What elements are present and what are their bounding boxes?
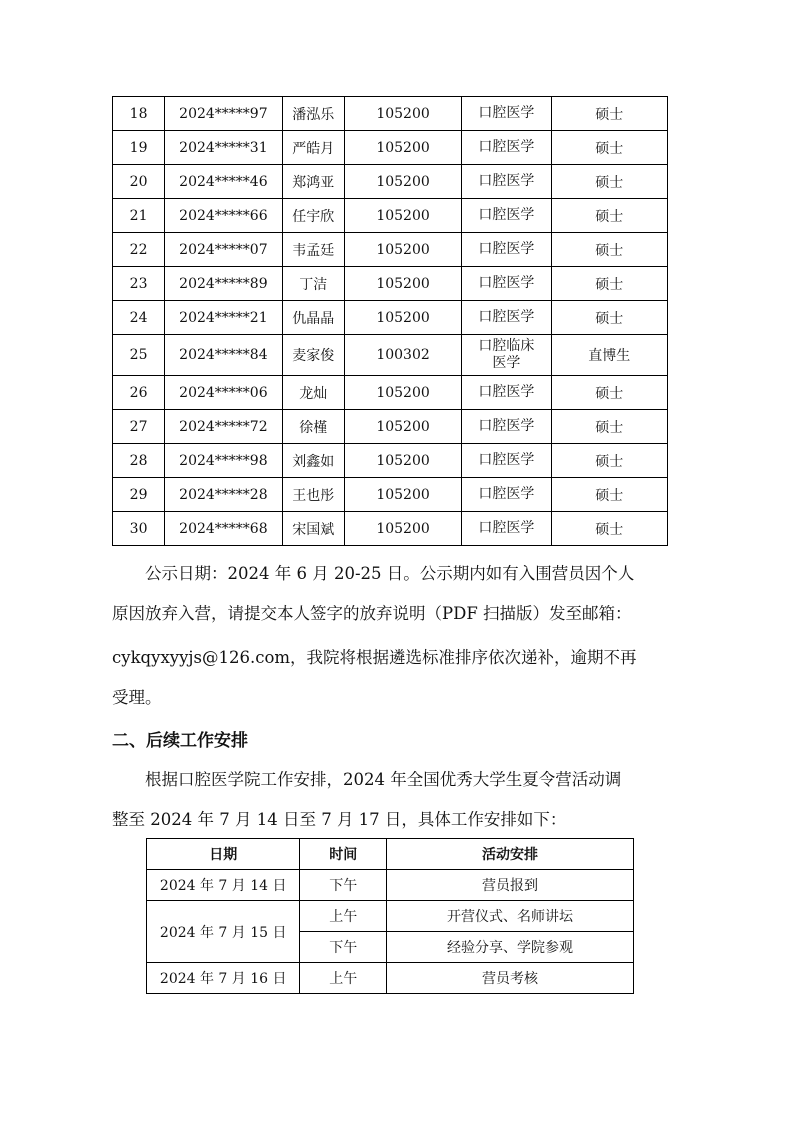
row-number: 22 <box>113 233 165 267</box>
major-code: 105200 <box>344 478 461 512</box>
major-name <box>462 335 551 376</box>
row-number: 23 <box>113 267 165 301</box>
major-code: 100302 <box>344 335 461 376</box>
schedule-date: 2024 年 7 月 15 日 <box>147 901 300 963</box>
notice-line: 原因放弃入营，请提交本人签字的放弃说明（PDF 扫描版）发至邮箱： <box>112 604 632 623</box>
applicant-id: 2024*****28 <box>165 478 282 512</box>
schedule-activity: 经验分享、学院参观 <box>387 932 634 963</box>
applicant-id: 2024*****66 <box>165 199 282 233</box>
degree-type: 硕士 <box>551 478 667 512</box>
schedule-activity: 营员考核 <box>387 963 634 994</box>
major-code: 105200 <box>344 165 461 199</box>
table-row <box>113 376 668 410</box>
row-number: 19 <box>113 131 165 165</box>
major-code: 105200 <box>344 199 461 233</box>
table-row <box>113 444 668 478</box>
row-number: 24 <box>113 301 165 335</box>
degree-type: 硕士 <box>551 376 667 410</box>
table-row <box>147 870 634 901</box>
applicant-name: 任宇欣 <box>282 199 344 233</box>
degree-type: 硕士 <box>551 267 667 301</box>
degree-type: 硕士 <box>551 410 667 444</box>
major-name: 口腔医学 <box>462 97 551 131</box>
applicant-name: 潘泓乐 <box>282 97 344 131</box>
table-row <box>113 131 668 165</box>
degree-type: 硕士 <box>551 131 667 165</box>
paragraph-line: 整至 2024 年 7 月 14 日至 7 月 17 日，具体工作安排如下： <box>112 810 567 829</box>
major-name: 口腔医学 <box>462 410 551 444</box>
major-name: 口腔医学 <box>462 131 551 165</box>
row-number: 25 <box>113 335 165 376</box>
roster-table <box>112 96 668 546</box>
applicant-name: 韦孟廷 <box>282 233 344 267</box>
row-number: 30 <box>113 512 165 546</box>
schedule-activity: 营员报到 <box>387 870 634 901</box>
major-name: 口腔医学 <box>462 444 551 478</box>
column-header-date: 日期 <box>147 839 300 870</box>
applicant-name: 宋国斌 <box>282 512 344 546</box>
table-row <box>113 301 668 335</box>
major-name: 口腔医学 <box>462 267 551 301</box>
major-code: 105200 <box>344 97 461 131</box>
row-number: 18 <box>113 97 165 131</box>
applicant-id: 2024*****46 <box>165 165 282 199</box>
table-row <box>113 97 668 131</box>
major-name: 口腔医学 <box>462 233 551 267</box>
table-row <box>113 335 668 376</box>
major-name: 口腔医学 <box>462 512 551 546</box>
applicant-id: 2024*****06 <box>165 376 282 410</box>
applicant-name: 丁洁 <box>282 267 344 301</box>
table-row <box>113 199 668 233</box>
major-code: 105200 <box>344 376 461 410</box>
major-code: 105200 <box>344 410 461 444</box>
degree-type: 硕士 <box>551 444 667 478</box>
row-number: 29 <box>113 478 165 512</box>
schedule-date: 2024 年 7 月 16 日 <box>147 963 300 994</box>
paragraph-line: 根据口腔医学院工作安排，2024 年全国优秀大学生夏令营活动调 <box>145 770 622 789</box>
row-number: 21 <box>113 199 165 233</box>
degree-type: 硕士 <box>551 165 667 199</box>
column-header-time: 时间 <box>300 839 387 870</box>
applicant-id: 2024*****97 <box>165 97 282 131</box>
major-code: 105200 <box>344 444 461 478</box>
applicant-name: 仇晶晶 <box>282 301 344 335</box>
schedule-time: 上午 <box>300 901 387 932</box>
row-number: 28 <box>113 444 165 478</box>
applicant-name: 龙灿 <box>282 376 344 410</box>
applicant-id: 2024*****31 <box>165 131 282 165</box>
degree-type: 硕士 <box>551 512 667 546</box>
degree-type: 硕士 <box>551 97 667 131</box>
table-row <box>113 478 668 512</box>
table-row <box>113 267 668 301</box>
major-code: 105200 <box>344 233 461 267</box>
schedule-time: 上午 <box>300 963 387 994</box>
major-name: 口腔医学 <box>462 478 551 512</box>
major-code: 105200 <box>344 301 461 335</box>
section-heading: 二、后续工作安排 <box>112 731 248 751</box>
schedule-time: 下午 <box>300 870 387 901</box>
applicant-id: 2024*****07 <box>165 233 282 267</box>
notice-email-line: cykqyxyyjs@126.com，我院将根据遴选标准排序依次递补，逾期不再 <box>112 648 637 667</box>
notice-line: 公示日期：2024 年 6 月 20-25 日。公示期内如有入围营员因个人 <box>145 564 635 583</box>
row-number: 27 <box>113 410 165 444</box>
applicant-id: 2024*****84 <box>165 335 282 376</box>
applicant-name: 徐槿 <box>282 410 344 444</box>
degree-type: 硕士 <box>551 301 667 335</box>
major-name: 口腔医学 <box>462 376 551 410</box>
major-name: 口腔医学 <box>462 301 551 335</box>
major-code: 105200 <box>344 512 461 546</box>
degree-type: 硕士 <box>551 199 667 233</box>
degree-type: 硕士 <box>551 233 667 267</box>
major-name: 口腔医学 <box>462 199 551 233</box>
applicant-name: 麦家俊 <box>282 335 344 376</box>
schedule-table <box>146 838 634 994</box>
applicant-id: 2024*****98 <box>165 444 282 478</box>
applicant-id: 2024*****89 <box>165 267 282 301</box>
table-row <box>147 901 634 932</box>
applicant-name: 郑鸿亚 <box>282 165 344 199</box>
applicant-name: 刘鑫如 <box>282 444 344 478</box>
applicant-name: 王也彤 <box>282 478 344 512</box>
schedule-activity: 开营仪式、名师讲坛 <box>387 901 634 932</box>
schedule-time: 下午 <box>300 932 387 963</box>
major-name: 口腔医学 <box>462 165 551 199</box>
degree-type: 直博生 <box>551 335 667 376</box>
table-row <box>113 165 668 199</box>
schedule-date: 2024 年 7 月 14 日 <box>147 870 300 901</box>
major-name-line2: 医学 <box>492 355 521 371</box>
table-row <box>113 512 668 546</box>
column-header-activity: 活动安排 <box>387 839 634 870</box>
table-header-row <box>147 839 634 870</box>
applicant-id: 2024*****68 <box>165 512 282 546</box>
table-row <box>113 233 668 267</box>
row-number: 20 <box>113 165 165 199</box>
notice-line: 受理。 <box>112 688 162 707</box>
major-name-line1: 口腔临床 <box>478 338 535 354</box>
table-row <box>113 410 668 444</box>
applicant-name: 严皓月 <box>282 131 344 165</box>
major-code: 105200 <box>344 267 461 301</box>
applicant-id: 2024*****72 <box>165 410 282 444</box>
applicant-id: 2024*****21 <box>165 301 282 335</box>
row-number: 26 <box>113 376 165 410</box>
major-code: 105200 <box>344 131 461 165</box>
table-row <box>147 963 634 994</box>
